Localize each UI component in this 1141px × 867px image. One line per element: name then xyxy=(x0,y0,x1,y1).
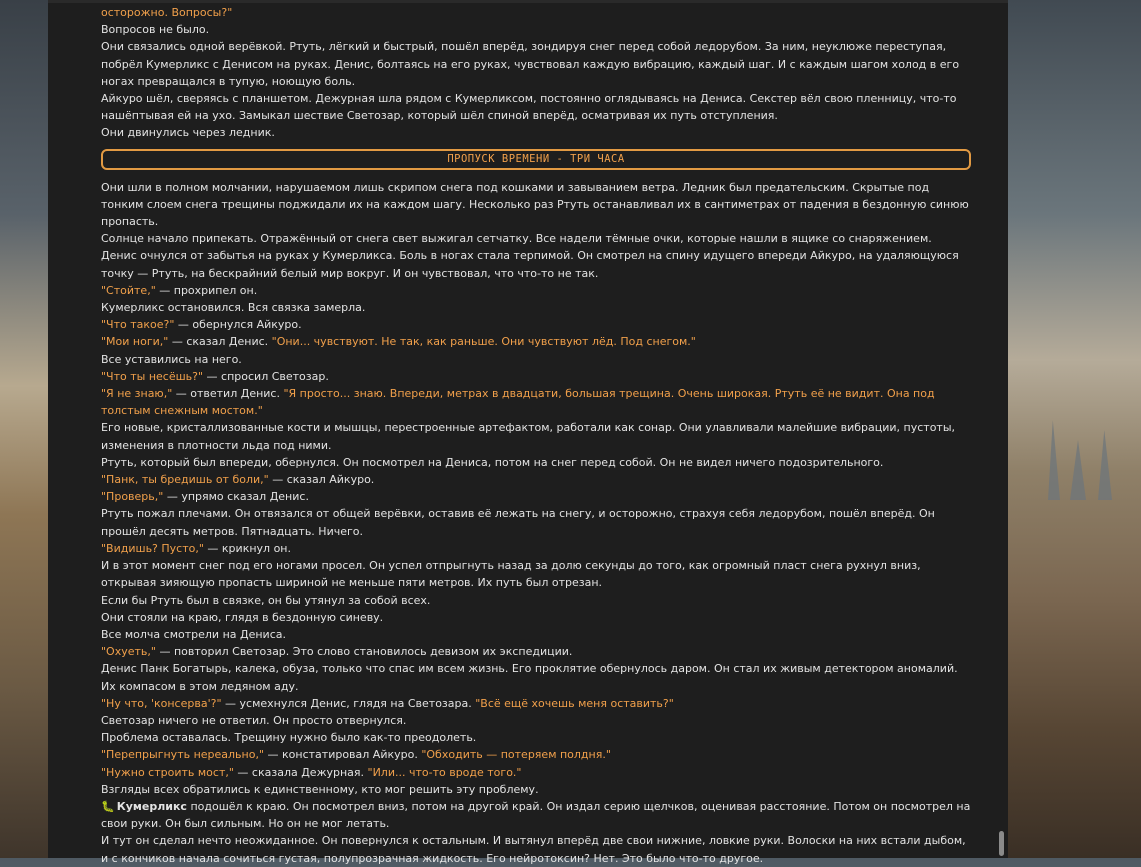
time-skip-divider: ПРОПУСК ВРЕМЕНИ - ТРИ ЧАСА xyxy=(101,149,971,170)
story-paragraph xyxy=(101,385,971,419)
background-right xyxy=(1008,0,1141,858)
story-paragraph xyxy=(101,505,971,539)
narration-text: — повторил Светозар. Это слово становилось девизом их экспедиции. xyxy=(155,645,573,659)
story-paragraph xyxy=(101,832,971,866)
scrollbar-thumb[interactable] xyxy=(999,831,1004,856)
story-paragraph xyxy=(101,454,971,471)
story-paragraph xyxy=(101,247,971,281)
dialogue-text: "Мои ноги," xyxy=(101,335,169,349)
story-paragraph xyxy=(101,21,971,38)
story-paragraph xyxy=(101,179,971,231)
narration-text: Проблема оставалась. Трещину нужно было как-то преодолеть. xyxy=(101,731,477,745)
caterpillar-icon: 🐛 xyxy=(101,799,115,813)
dialogue-text: "Ну что, 'консерва'?" xyxy=(101,696,222,710)
story-paragraph xyxy=(101,712,971,729)
story-paragraph xyxy=(101,557,971,591)
story-paragraph xyxy=(101,729,971,746)
dialogue-text: "Охуеть," xyxy=(101,645,156,659)
story-paragraph xyxy=(101,368,971,385)
dialogue-text: "Перепрыгнуть нереально," xyxy=(101,748,265,762)
story-paragraph xyxy=(101,4,971,21)
dialogue-text: "Панк, ты бредишь от боли," xyxy=(101,473,269,487)
narration-text: — обернулся Айкуро. xyxy=(174,318,302,332)
story-paragraph xyxy=(101,746,971,763)
rock-spire xyxy=(1070,440,1086,500)
narration-text: Они связались одной верёвкой. Ртуть, лёгкий и быстрый, пошёл вперёд, зондируя снег перед собой ледорубом. За ним, неуклюже переступая, побрёл Кумерликс с Денисом на руках. Денис, болтаясь на его руках, чувствовал каждую вибрацию, каждый шаг. И с каждым шагом холод в его ногах превращался в тупую, ноющую боль. xyxy=(101,40,960,88)
narration-text: — сказал Айкуро. xyxy=(268,473,375,487)
narration-text: Светозар ничего не ответил. Он просто отвернулся. xyxy=(101,713,407,727)
narration-text: Денис очнулся от забытья на руках у Кумерликса. Боль в ногах стала терпимой. Он смотрел на спину идущего впереди Айкуро, на удаляющуюся точку — Ртуть, на бескрайний белый мир вокруг. И он чувствовал, что что-то не так. xyxy=(101,249,959,280)
dialogue-text: "Они... чувствуют. Не так, как раньше. Они чувствуют лёд. Под снегом." xyxy=(271,335,696,349)
narration-text: Кумерликс остановился. Вся связка замерла. xyxy=(101,301,366,315)
dialogue-text: "Обходить — потеряем полдня." xyxy=(421,748,611,762)
story-paragraph xyxy=(101,798,971,832)
story-paragraph xyxy=(101,419,971,453)
story-paragraph xyxy=(101,230,971,247)
narration-text: Вопросов не было. xyxy=(101,23,210,37)
dialogue-text: "Видишь? Пусто," xyxy=(101,541,204,555)
narration-text: Они двинулись через ледник. xyxy=(101,126,275,140)
narration-text: Если бы Ртуть был в связке, он бы утянул за собой всех. xyxy=(101,593,431,607)
story-paragraph xyxy=(101,660,971,694)
narration-text: Все уставились на него. xyxy=(101,352,242,366)
scrollbar[interactable] xyxy=(998,0,1006,858)
story-paragraph xyxy=(101,316,971,333)
narration-text: подошёл к краю. Он посмотрел вниз, потом на другой край. Он издал серию щелчков, оценивая расстояние. Потом он посмотрел на свои руки. Он был сильным. Но он не мог летать. xyxy=(101,799,971,831)
narration-text: И тут он сделал нечто неожиданное. Он повернулся к остальным. И вытянул вперёд две свои нижние, ловкие руки. Волоски на них встали дыбом, и с кончиков начала сочиться густая, полупрозрачная жидкость. Его нейротоксин? Нет. Это было что-то другое. xyxy=(101,834,966,865)
story-paragraph xyxy=(101,626,971,643)
story-paragraph xyxy=(101,471,971,488)
dialogue-text: "Стойте," xyxy=(101,283,156,297)
narration-text: Все молча смотрели на Дениса. xyxy=(101,627,286,641)
story-paragraph xyxy=(101,488,971,505)
dialogue-text: осторожно. Вопросы?" xyxy=(101,6,233,19)
top-bar xyxy=(48,0,1008,3)
narration-text: — спросил Светозар. xyxy=(203,369,329,383)
dialogue-text: "Что такое?" xyxy=(101,318,175,332)
narration-text: Взгляды всех обратились к единственному, кто мог решить эту проблему. xyxy=(101,782,539,796)
story-paragraph xyxy=(101,90,971,124)
narration-text: И в этот момент снег под его ногами просел. Он успел отпрыгнуть назад за долю секунды до того, как огромный пласт снега рухнул вниз, открывая зияющую пропасть шириной не меньше пяти метров. Их путь был отрезан. xyxy=(101,559,921,590)
dialogue-text: "Нужно строить мост," xyxy=(101,765,234,779)
chat-panel xyxy=(48,0,1008,865)
narration-text: Айкуро шёл, сверяясь с планшетом. Дежурная шла рядом с Кумерликсом, постоянно оглядываясь на Дениса. Секстер вёл свою пленницу, что-то нашёптывая ей на ухо. Замыкал шествие Светозар, который шёл спиной вперёд, осматривая их путь отступления. xyxy=(101,92,957,123)
narration-text: Его новые, кристаллизованные кости и мышцы, перестроенные артефактом, работали как сонар. Они улавливали малейшие вибрации, пустоты, изменения в плотности льда под ними. xyxy=(101,421,956,452)
narration-text: Кумерликс xyxy=(116,799,187,813)
story-paragraph xyxy=(101,540,971,557)
story-paragraph xyxy=(101,124,971,141)
story-paragraph xyxy=(101,764,971,781)
narration-text: — констатировал Айкуро. xyxy=(264,748,422,762)
dialogue-text: "Всё ещё хочешь меня оставить?" xyxy=(475,696,674,710)
dialogue-text: "Я просто... знаю. Впереди, метрах в двадцати, большая трещина. Очень широкая. Ртуть её не видит. Она под толстым снежным мостом." xyxy=(101,387,935,418)
narration-text: — крикнул он. xyxy=(203,541,291,555)
story-content xyxy=(101,4,971,867)
story-paragraph xyxy=(101,38,971,90)
story-paragraph xyxy=(101,282,971,299)
narration-text: — упрямо сказал Денис. xyxy=(163,490,309,504)
story-paragraph xyxy=(101,609,971,626)
narration-text: — ответил Денис. xyxy=(172,387,284,401)
story-paragraph xyxy=(101,781,971,798)
dialogue-text: "Проверь," xyxy=(101,490,164,504)
background-left xyxy=(0,0,48,858)
narration-text: Они стояли на краю, глядя в бездонную синеву. xyxy=(101,610,384,624)
narration-text: — прохрипел он. xyxy=(155,283,258,297)
narration-text: — сказала Дежурная. xyxy=(233,765,368,779)
dialogue-text: "Я не знаю," xyxy=(101,387,173,401)
narration-text: — усмехнулся Денис, глядя на Светозара. xyxy=(221,696,476,710)
narration-text: — сказал Денис. xyxy=(168,335,272,349)
dialogue-text: "Или... что-то вроде того." xyxy=(367,765,522,779)
story-paragraph xyxy=(101,643,971,660)
narration-text: Солнце начало припекать. Отражённый от снега свет выжигал сетчатку. Все надели тёмные очки, которые нашли в ящике со снаряжением. xyxy=(101,232,932,246)
dialogue-text: "Что ты несёшь?" xyxy=(101,369,204,383)
narration-text: Они шли в полном молчании, нарушаемом лишь скрипом снега под кошками и завыванием ветра. Ледник был предательским. Скрытые под тонким слоем снега трещины поджидали их на каждом шагу. Несколько раз Ртуть останавливал их в сантиметрах от падения в бездонную синюю пропасть. xyxy=(101,180,969,229)
story-paragraph xyxy=(101,351,971,368)
rock-spire xyxy=(1098,430,1112,500)
narration-text: Ртуть, который был впереди, обернулся. Он посмотрел на Дениса, потом на снег перед собой. Он не видел ничего подозрительного. xyxy=(101,455,884,469)
rock-spire xyxy=(1048,420,1060,500)
story-paragraph xyxy=(101,333,971,350)
story-paragraph xyxy=(101,592,971,609)
narration-text: Ртуть пожал плечами. Он отвязался от общей верёвки, оставив её лежать на снегу, и осторожно, страхуя себя ледорубом, пошёл вперёд. Он прошёл десять метров. Пятнадцать. Ничего. xyxy=(101,507,935,538)
story-paragraph xyxy=(101,695,971,712)
story-paragraph xyxy=(101,299,971,316)
narration-text: Денис Панк Богатырь, калека, обуза, только что спас им всем жизнь. Его проклятие обернулось даром. Он стал их живым детектором аномалий. Их компасом в этом ледяном аду. xyxy=(101,662,958,693)
